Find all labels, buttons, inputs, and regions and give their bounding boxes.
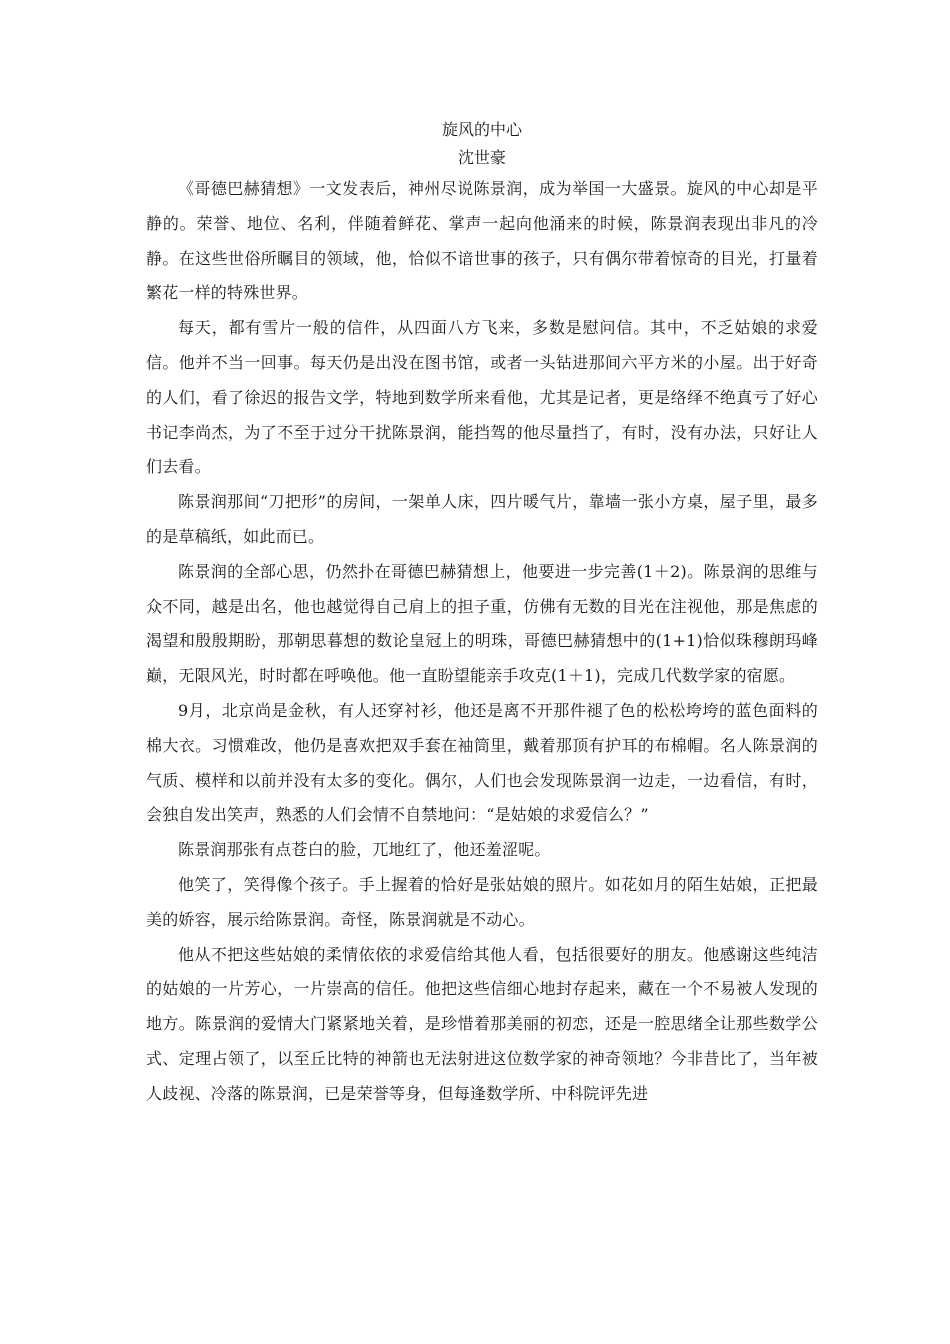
article-title: 旋风的中心: [441, 120, 522, 139]
paragraph-7: 他笑了，笑得像个孩子。手上握着的恰好是张姑娘的照片。如花如月的陌生姑娘，正把最美的娇容，展示给陈景润。奇怪，陈景润就是不动心。: [146, 874, 818, 929]
paragraph-6: 陈景润那张有点苍白的脸，兀地红了，他还羞涩呢。: [178, 840, 551, 860]
paragraph-8: 他从不把这些姑娘的柔情依依的求爱信给其他人看，包括很要好的朋友。他感谢这些纯洁的姑娘的一片芳心，一片崇高的信任。他把这些信细心地封存起来，藏在一个不易被人发现的地方。陈景润的爱情大门紧紧地关着，是珍惜着那美丽的初恋，还是一腔思绪全让那些数学公式、定理占领了，以至丘比特的神箭也无法射进这位数学家的神奇领地？今非昔比了，当年被人歧视、冷落的陈景润，已是荣誉等身，但每逢数学所、中科院评先进: [146, 944, 818, 1103]
paragraph-4: 陈景润的全部心思，仍然扑在哥德巴赫猜想上，他要进一步完善(1＋2)。陈景润的思维与众不同，越是出名，他也越觉得自己肩上的担子重，仿佛有无数的目光在注视他，那是焦虑的渴望和殷殷期盼，那朝思暮想的数论皇冠上的明珠，哥德巴赫猜想中的(1+1)恰似珠穆朗玛峰巅，无限风光，时时都在呼唤他。他一直盼望能亲手攻克(1＋1)，完成几代数学家的宿愿。: [146, 561, 818, 686]
paragraph-2: 每天，都有雪片一般的信件，从四面八方飞来，多数是慰问信。其中，不乏姑娘的求爱信。他并不当一回事。每天仍是出没在图书馆，或者一头钻进那间六平方米的小屋。出于好奇的人们，看了徐迟的报告文学，特地到数学所来看他，尤其是记者，更是络绎不绝真亏了好心书记李尚杰，为了不至于过分干扰陈景润，能挡驾的他尽量挡了，有时，没有办法，只好让人们去看。: [146, 318, 818, 477]
paragraph-3: 陈景润那间“刀把形”的房间，一架单人床，四片暖气片，靠墙一张小方桌，屋子里，最多的是草稿纸，如此而已。: [146, 492, 818, 546]
article-body: [146, 116, 818, 1112]
paragraph-1: 《哥德巴赫猜想》一文发表后，神州尽说陈景润，成为举国一大盛景。旋风的中心却是平静的。荣誉、地位、名利，伴随着鲜花、掌声一起向他涌来的时候，陈景润表现出非凡的冷静。在这些世俗所瞩目的领域，他，恰似不谙世事的孩子，只有偶尔带着惊奇的目光，打量着繁花一样的特殊世界。: [146, 179, 818, 303]
article-author: 沈世豪: [457, 148, 506, 167]
paragraph-5: 9月，北京尚是金秋，有人还穿衬衫，他还是离不开那件褪了色的松松垮垮的蓝色面料的棉大衣。习惯难改，他仍是喜欢把双手套在袖筒里，戴着那顶有护耳的布棉帽。名人陈景润的气质、模样和以前并没有太多的变化。偶尔，人们也会发现陈景润一边走，一边看信，有时，会独自发出笑声，熟悉的人们会情不自禁地问：“是姑娘的求爱信么？”: [146, 700, 818, 825]
